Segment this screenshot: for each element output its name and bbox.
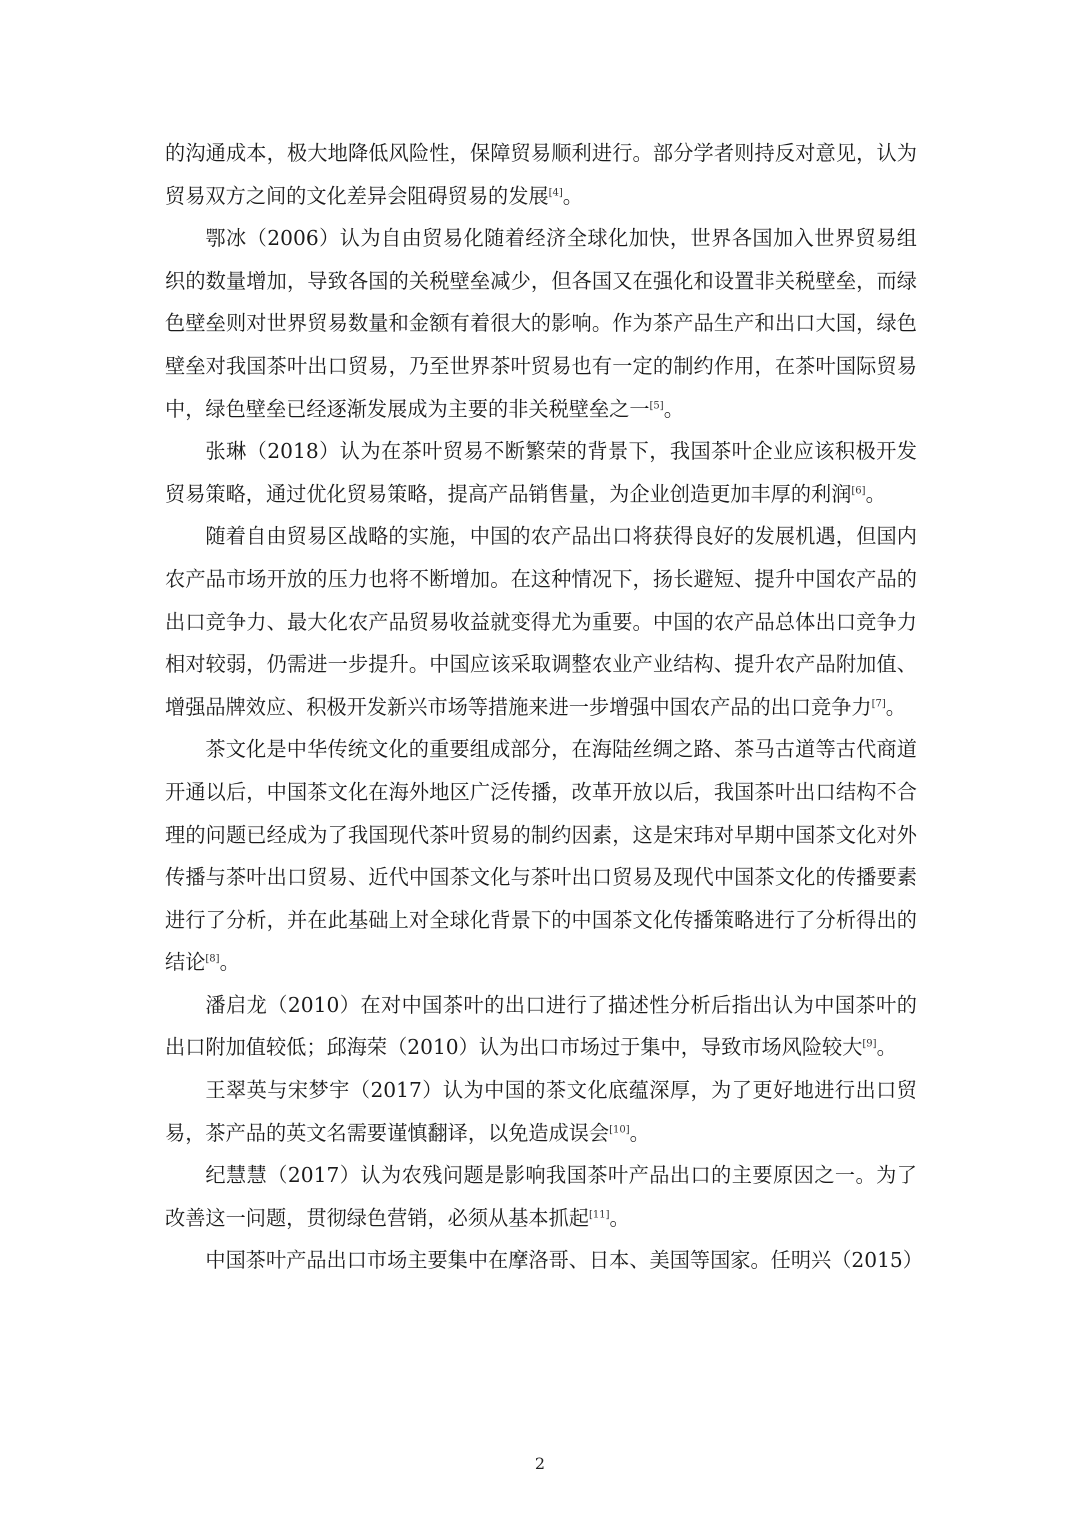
paragraph-text: 王翠英与宋梦宇（2017）认为中国的茶文化底蕴深厚，为了更好地进行出口贸易，茶产品的英文名需要谨慎翻译，以免造成误会	[165, 1078, 917, 1145]
citation-marker: [8]	[205, 953, 220, 965]
paragraph-end: 。	[865, 481, 886, 506]
paragraph	[165, 1069, 917, 1154]
citation-marker: [10]	[609, 1123, 630, 1135]
paragraph-end: 。	[219, 950, 240, 975]
paragraph-text: 随着自由贸易区战略的实施，中国的农产品出口将获得良好的发展机遇，但国内农产品市场开放的压力也将不断增加。在这种情况下，扬长避短、提升中国农产品的出口竞争力、最大化农产品贸易收益就变得尤为重要。中国的农产品总体出口竞争力相对较弱，仍需进一步提升。中国应该采取调整农业产业结构、提升农产品附加值、增强品牌效应、积极开发新兴市场等措施来进一步增强中国农产品的出口竞争力	[165, 524, 917, 719]
paragraph-text: 的沟通成本，极大地降低风险性，保障贸易顺利进行。部分学者则持反对意见，认为贸易双方之间的文化差异会阻碍贸易的发展	[165, 141, 917, 208]
paragraph	[165, 430, 917, 515]
paragraph-text: 潘启龙（2010）在对中国茶叶的出口进行了描述性分析后指出认为中国茶叶的出口附加值较低；邱海荣（2010）认为出口市场过于集中，导致市场风险较大	[165, 992, 917, 1060]
paragraph-end: 。	[609, 1205, 630, 1230]
paragraph-end: 。	[663, 396, 684, 421]
citation-marker: [7]	[871, 697, 886, 709]
paragraph	[165, 132, 917, 217]
paragraph-end: 。	[876, 1035, 897, 1060]
paragraph-end: 。	[562, 183, 583, 208]
paragraph	[165, 1239, 923, 1282]
body-text	[165, 132, 923, 1282]
citation-marker: [6]	[851, 485, 866, 497]
citation-marker: [4]	[548, 186, 563, 198]
paragraph-text: 张琳（2018）认为在茶叶贸易不断繁荣的背景下，我国茶叶企业应该积极开发贸易策略，通过优化贸易策略，提高产品销售量，为企业创造更加丰厚的利润	[165, 439, 917, 506]
page-number: 2	[534, 1454, 546, 1473]
paragraph	[165, 1154, 917, 1239]
paragraph-text: 茶文化是中华传统文化的重要组成部分，在海陆丝绸之路、茶马古道等古代商道开通以后，中国茶文化在海外地区广泛传播，改革开放以后，我国茶叶出口结构不合理的问题已经成为了我国现代茶叶贸易的制约因素，这是宋玮对早期中国茶文化对外传播与茶叶出口贸易、近代中国茶文化与茶叶出口贸易及现代中国茶文化的传播要素进行了分析，并在此基础上对全球化背景下的中国茶文化传播策略进行了分析得出的结论	[165, 737, 917, 975]
paragraph	[165, 217, 917, 430]
paragraph	[165, 515, 917, 728]
paragraph-text: 鄂冰（2006）认为自由贸易化随着经济全球化加快，世界各国加入世界贸易组织的数量增加，导致各国的关税壁垒减少，但各国又在强化和设置非关税壁垒，而绿色壁垒则对世界贸易数量和金额有着很大的影响。作为茶产品生产和出口大国，绿色壁垒对我国茶叶出口贸易，乃至世界茶叶贸易也有一定的制约作用，在茶叶国际贸易中，绿色壁垒已经逐渐发展成为主要的非关税壁垒之一	[165, 226, 917, 421]
paragraph-text: 中国茶叶产品出口市场主要集中在摩洛哥、日本、美国等国家。任明兴（2015）	[205, 1248, 923, 1273]
paragraph	[165, 728, 917, 984]
paragraph-end: 。	[629, 1120, 650, 1145]
paragraph	[165, 984, 917, 1069]
citation-marker: [11]	[588, 1209, 610, 1221]
citation-marker: [5]	[649, 399, 664, 411]
citation-marker: [9]	[862, 1038, 877, 1050]
paragraph-end: 。	[885, 694, 906, 719]
paragraph-text: 纪慧慧（2017）认为农残问题是影响我国茶叶产品出口的主要原因之一。为了改善这一问题，贯彻绿色营销，必须从基本抓起	[165, 1163, 917, 1230]
